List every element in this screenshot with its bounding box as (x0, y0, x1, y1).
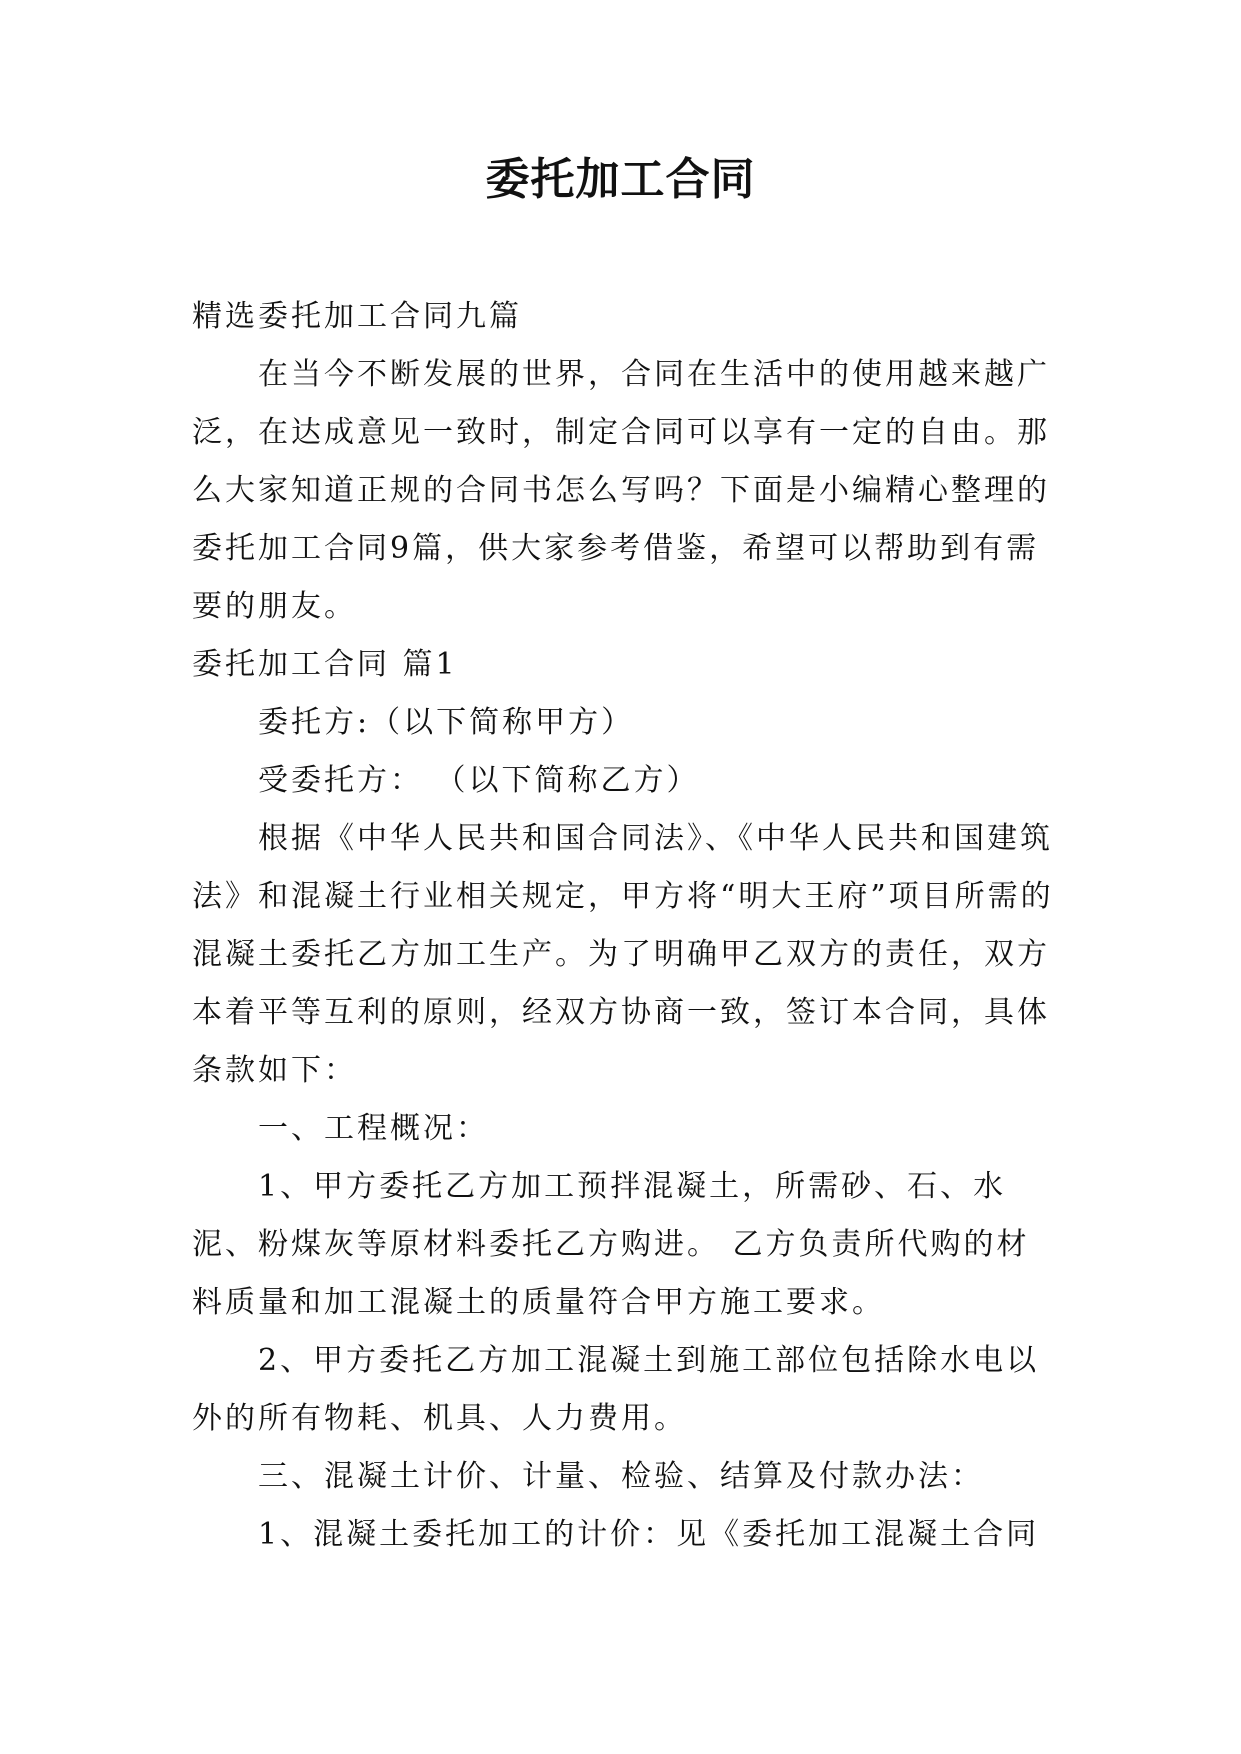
paragraph: 精选委托加工合同九篇 (192, 299, 522, 334)
paragraph: 委托方:（以下简称甲方） (258, 705, 635, 740)
paragraph: 三、混凝土计价、计量、检验、结算及付款办法： (258, 1459, 984, 1494)
paragraph: 2、甲方委托乙方加工混凝土到施工部位包括除水电以外的所有物耗、机具、人力费用。 (192, 1343, 1040, 1436)
paragraph: 受委托方： （以下简称乙方） (258, 763, 700, 798)
paragraph: 在当今不断发展的世界，合同在生活中的使用越来越广泛，在达成意见一致时，制定合同可以享有一定的自由。那么大家知道正规的合同书怎么写吗？下面是小编精心整理的委托加工合同9篇，供大家参考借鉴，希望可以帮助到有需要的朋友。 (192, 357, 1050, 624)
paragraph: 1、混凝土委托加工的计价：见《委托加工混凝土合同 (258, 1517, 1040, 1552)
paragraph: 根据《中华人民共和国合同法》、《中华人民共和国建筑法》和混凝土行业相关规定，甲方将“明大王府”项目所需的混凝土委托乙方加工生产。为了明确甲乙双方的责任，双方本着平等互利的原则，经双方协商一致，签订本合同，具体条款如下： (192, 821, 1054, 1088)
document-title: 委托加工合同 (485, 154, 756, 205)
paragraph: 一、工程概况： (258, 1111, 489, 1146)
document-body (192, 288, 1062, 1564)
paragraph: 1、甲方委托乙方加工预拌混凝土，所需砂、石、水泥、粉煤灰等原材料委托乙方购进。 乙方负责所代购的材料质量和加工混凝土的质量符合甲方施工要求。 (192, 1169, 1030, 1320)
paragraph: 委托加工合同 篇1 (192, 647, 458, 682)
